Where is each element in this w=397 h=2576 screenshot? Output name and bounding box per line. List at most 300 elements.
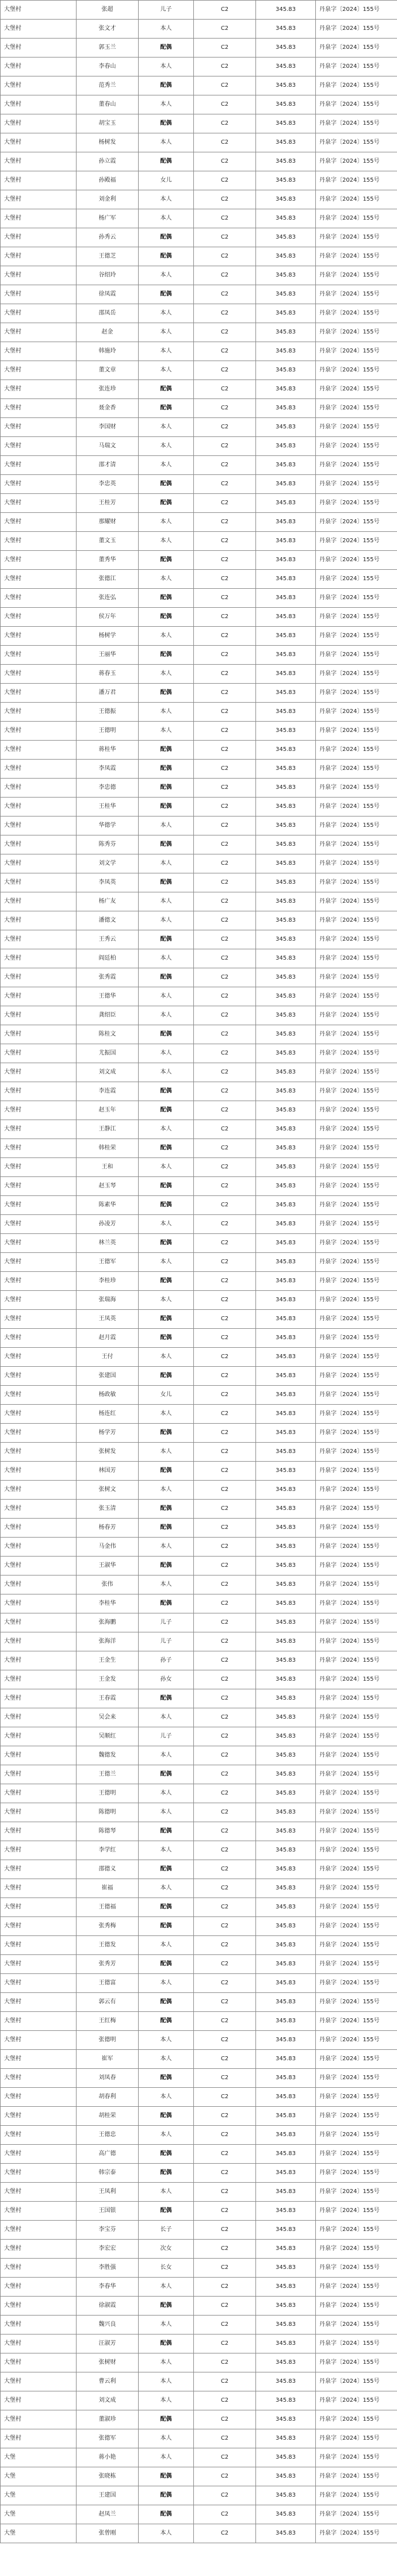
name-cell: 韩施玲 — [77, 342, 139, 361]
name-cell: 王德军 — [77, 1253, 139, 1272]
name-cell: 阎廷柏 — [77, 949, 139, 968]
village-cell: 大堡村 — [1, 133, 77, 152]
table-row — [1, 798, 397, 816]
name-cell: 刘文学 — [77, 854, 139, 873]
category-cell: C2 — [194, 95, 256, 114]
amount-cell: 345.83 — [256, 209, 316, 228]
village-cell: 大堡村 — [1, 854, 77, 873]
category-cell: C2 — [194, 1708, 256, 1727]
name-cell: 张秀霞 — [77, 968, 139, 987]
relation-cell: 本人 — [139, 1879, 194, 1898]
document-number-cell: 丹泉字〔2024〕155号 — [316, 1025, 397, 1044]
category-cell: C2 — [194, 1082, 256, 1101]
table-row — [1, 873, 397, 892]
name-cell: 孙凌芳 — [77, 1215, 139, 1234]
table-row — [1, 1784, 397, 1803]
table-row — [1, 76, 397, 95]
relation-cell: 配偶 — [139, 1025, 194, 1044]
amount-cell: 345.83 — [256, 399, 316, 418]
name-cell: 王金生 — [77, 1651, 139, 1670]
village-cell: 大堡村 — [1, 589, 77, 608]
relation-cell: 配偶 — [139, 285, 194, 304]
relation-cell: 本人 — [139, 2183, 194, 2202]
table-row — [1, 854, 397, 873]
name-cell: 董春山 — [77, 95, 139, 114]
table-row — [1, 171, 397, 190]
document-number-cell: 丹泉字〔2024〕155号 — [316, 1272, 397, 1291]
name-cell: 张海洋 — [77, 1632, 139, 1651]
relation-cell: 本人 — [139, 513, 194, 532]
table-row — [1, 1462, 397, 1481]
document-number-cell: 丹泉字〔2024〕155号 — [316, 190, 397, 209]
relation-cell: 本人 — [139, 1841, 194, 1860]
category-cell: C2 — [194, 608, 256, 627]
name-cell: 曹云利 — [77, 2372, 139, 2391]
relation-cell: 本人 — [139, 627, 194, 646]
relation-cell: 配偶 — [139, 760, 194, 779]
table-row — [1, 2069, 397, 2088]
village-cell: 大堡村 — [1, 1822, 77, 1841]
name-cell: 赵月霞 — [77, 1329, 139, 1348]
relation-cell: 配偶 — [139, 247, 194, 266]
village-cell: 大堡村 — [1, 703, 77, 722]
amount-cell: 345.83 — [256, 2183, 316, 2202]
document-number-cell: 丹泉字〔2024〕155号 — [316, 968, 397, 987]
amount-cell: 345.83 — [256, 1651, 316, 1670]
village-cell: 大堡 — [1, 2486, 77, 2505]
amount-cell: 345.83 — [256, 1594, 316, 1613]
village-cell: 大堡村 — [1, 722, 77, 741]
document-number-cell: 丹泉字〔2024〕155号 — [316, 532, 397, 551]
category-cell: C2 — [194, 532, 256, 551]
village-cell: 大堡村 — [1, 1196, 77, 1215]
relation-cell: 本人 — [139, 133, 194, 152]
table-row — [1, 2297, 397, 2316]
document-number-cell: 丹泉字〔2024〕155号 — [316, 2202, 397, 2221]
relation-cell: 配偶 — [139, 114, 194, 133]
amount-cell: 345.83 — [256, 1557, 316, 1575]
relation-cell: 本人 — [139, 892, 194, 911]
document-number-cell: 丹泉字〔2024〕155号 — [316, 703, 397, 722]
category-cell: C2 — [194, 1177, 256, 1196]
relation-cell: 本人 — [139, 323, 194, 342]
table-row — [1, 437, 397, 456]
relation-cell: 配偶 — [139, 930, 194, 949]
name-cell: 龚绍臣 — [77, 1006, 139, 1025]
village-cell: 大堡村 — [1, 1044, 77, 1063]
category-cell: C2 — [194, 1120, 256, 1139]
name-cell: 那耀财 — [77, 513, 139, 532]
relation-cell: 本人 — [139, 1348, 194, 1367]
table-row — [1, 1575, 397, 1594]
relation-cell: 配偶 — [139, 2012, 194, 2031]
amount-cell: 345.83 — [256, 1765, 316, 1784]
relation-cell: 配偶 — [139, 873, 194, 892]
amount-cell: 345.83 — [256, 627, 316, 646]
relation-cell: 儿子 — [139, 1727, 194, 1746]
document-number-cell: 丹泉字〔2024〕155号 — [316, 2259, 397, 2278]
table-row — [1, 1443, 397, 1462]
name-cell: 吴顺红 — [77, 1727, 139, 1746]
category-cell: C2 — [194, 1727, 256, 1746]
amount-cell: 345.83 — [256, 646, 316, 665]
village-cell: 大堡村 — [1, 1632, 77, 1651]
amount-cell: 345.83 — [256, 1822, 316, 1841]
document-number-cell: 丹泉字〔2024〕155号 — [316, 1196, 397, 1215]
name-cell: 崔军 — [77, 2050, 139, 2069]
relation-cell: 本人 — [139, 209, 194, 228]
relation-cell: 配偶 — [139, 968, 194, 987]
village-cell: 大堡村 — [1, 1651, 77, 1670]
table-row — [1, 1291, 397, 1310]
document-number-cell: 丹泉字〔2024〕155号 — [316, 39, 397, 57]
amount-cell: 345.83 — [256, 20, 316, 39]
category-cell: C2 — [194, 1329, 256, 1348]
village-cell: 大堡村 — [1, 551, 77, 570]
recipient-table-body — [1, 1, 397, 2543]
table-row — [1, 2183, 397, 2202]
category-cell: C2 — [194, 361, 256, 380]
name-cell: 蒋春玉 — [77, 665, 139, 684]
document-number-cell: 丹泉字〔2024〕155号 — [316, 228, 397, 247]
category-cell: C2 — [194, 190, 256, 209]
name-cell: 林国芳 — [77, 1462, 139, 1481]
name-cell: 张伟 — [77, 1575, 139, 1594]
village-cell: 大堡村 — [1, 816, 77, 835]
relation-cell: 配偶 — [139, 2467, 194, 2486]
table-row — [1, 475, 397, 494]
category-cell: C2 — [194, 323, 256, 342]
village-cell: 大堡村 — [1, 2410, 77, 2429]
document-number-cell: 丹泉字〔2024〕155号 — [316, 1575, 397, 1594]
village-cell: 大堡村 — [1, 1993, 77, 2012]
document-number-cell: 丹泉字〔2024〕155号 — [316, 1538, 397, 1557]
amount-cell: 345.83 — [256, 2486, 316, 2505]
name-cell: 刘凤春 — [77, 2069, 139, 2088]
relation-cell: 本人 — [139, 1253, 194, 1272]
relation-cell: 本人 — [139, 1063, 194, 1082]
amount-cell: 345.83 — [256, 190, 316, 209]
village-cell: 大堡村 — [1, 2031, 77, 2050]
document-number-cell: 丹泉字〔2024〕155号 — [316, 1006, 397, 1025]
relation-cell: 本人 — [139, 1974, 194, 1993]
village-cell: 大堡村 — [1, 1519, 77, 1538]
name-cell: 邵德义 — [77, 1860, 139, 1879]
amount-cell: 345.83 — [256, 551, 316, 570]
amount-cell: 345.83 — [256, 1348, 316, 1367]
category-cell: C2 — [194, 684, 256, 703]
table-row — [1, 1177, 397, 1196]
category-cell: C2 — [194, 39, 256, 57]
amount-cell: 345.83 — [256, 39, 316, 57]
relation-cell: 配偶 — [139, 1310, 194, 1329]
table-row — [1, 608, 397, 627]
relation-cell: 配偶 — [139, 399, 194, 418]
relation-cell: 本人 — [139, 2050, 194, 2069]
document-number-cell: 丹泉字〔2024〕155号 — [316, 1708, 397, 1727]
name-cell: 邵凤岳 — [77, 304, 139, 323]
village-cell: 大堡村 — [1, 437, 77, 456]
village-cell: 大堡村 — [1, 2145, 77, 2164]
table-row — [1, 133, 397, 152]
amount-cell: 345.83 — [256, 1936, 316, 1955]
name-cell: 郭玉兰 — [77, 39, 139, 57]
relation-cell: 配偶 — [139, 1500, 194, 1519]
table-row — [1, 1860, 397, 1879]
name-cell: 张德军 — [77, 2429, 139, 2448]
name-cell: 张瑞海 — [77, 1291, 139, 1310]
category-cell: C2 — [194, 646, 256, 665]
village-cell: 大堡村 — [1, 209, 77, 228]
table-row — [1, 835, 397, 854]
relation-cell: 本人 — [139, 456, 194, 475]
category-cell: C2 — [194, 2145, 256, 2164]
village-cell: 大堡村 — [1, 1, 77, 20]
document-number-cell: 丹泉字〔2024〕155号 — [316, 589, 397, 608]
category-cell: C2 — [194, 76, 256, 95]
name-cell: 郭云有 — [77, 1993, 139, 2012]
name-cell: 张连珍 — [77, 380, 139, 399]
amount-cell: 345.83 — [256, 361, 316, 380]
name-cell: 张秀芳 — [77, 1955, 139, 1974]
document-number-cell: 丹泉字〔2024〕155号 — [316, 1993, 397, 2012]
category-cell: C2 — [194, 968, 256, 987]
name-cell: 孙立霞 — [77, 152, 139, 171]
village-cell: 大堡村 — [1, 1917, 77, 1936]
relation-cell: 本人 — [139, 1215, 194, 1234]
category-cell: C2 — [194, 1025, 256, 1044]
category-cell: C2 — [194, 494, 256, 513]
category-cell: C2 — [194, 1974, 256, 1993]
name-cell: 潘德文 — [77, 911, 139, 930]
relation-cell: 配偶 — [139, 2486, 194, 2505]
document-number-cell: 丹泉字〔2024〕155号 — [316, 892, 397, 911]
amount-cell: 345.83 — [256, 1632, 316, 1651]
relation-cell: 配偶 — [139, 684, 194, 703]
relation-cell: 本人 — [139, 816, 194, 835]
category-cell: C2 — [194, 2088, 256, 2107]
relation-cell: 本人 — [139, 1746, 194, 1765]
name-cell: 张树文 — [77, 1481, 139, 1500]
name-cell: 陈素华 — [77, 1196, 139, 1215]
table-row — [1, 1025, 397, 1044]
relation-cell: 本人 — [139, 1405, 194, 1424]
document-number-cell: 丹泉字〔2024〕155号 — [316, 1822, 397, 1841]
amount-cell: 345.83 — [256, 1993, 316, 2012]
relation-cell: 本人 — [139, 1006, 194, 1025]
category-cell: C2 — [194, 2334, 256, 2353]
name-cell: 张树财 — [77, 2353, 139, 2372]
village-cell: 大堡村 — [1, 1386, 77, 1405]
category-cell: C2 — [194, 2316, 256, 2334]
document-number-cell: 丹泉字〔2024〕155号 — [316, 1784, 397, 1803]
category-cell: C2 — [194, 2069, 256, 2088]
amount-cell: 345.83 — [256, 342, 316, 361]
category-cell: C2 — [194, 1006, 256, 1025]
name-cell: 杨学芳 — [77, 1424, 139, 1443]
name-cell: 谷绍玲 — [77, 266, 139, 285]
relation-cell: 配偶 — [139, 1234, 194, 1253]
name-cell: 李宏宏 — [77, 2240, 139, 2259]
category-cell: C2 — [194, 228, 256, 247]
category-cell: C2 — [194, 1651, 256, 1670]
document-number-cell: 丹泉字〔2024〕155号 — [316, 2240, 397, 2259]
category-cell: C2 — [194, 2202, 256, 2221]
relation-cell: 本人 — [139, 2353, 194, 2372]
category-cell: C2 — [194, 266, 256, 285]
village-cell: 大堡村 — [1, 1253, 77, 1272]
table-row — [1, 1234, 397, 1253]
amount-cell: 345.83 — [256, 873, 316, 892]
name-cell: 王德富 — [77, 1974, 139, 1993]
category-cell: C2 — [194, 2448, 256, 2467]
relation-cell: 配偶 — [139, 2069, 194, 2088]
table-row — [1, 1348, 397, 1367]
name-cell: 赵玉琴 — [77, 1177, 139, 1196]
document-number-cell: 丹泉字〔2024〕155号 — [316, 1974, 397, 1993]
name-cell: 刘文成 — [77, 1063, 139, 1082]
table-row — [1, 1196, 397, 1215]
name-cell: 杨春芳 — [77, 1519, 139, 1538]
category-cell: C2 — [194, 2107, 256, 2126]
category-cell: C2 — [194, 2221, 256, 2240]
name-cell: 胡宝玉 — [77, 114, 139, 133]
category-cell: C2 — [194, 1367, 256, 1386]
amount-cell: 345.83 — [256, 247, 316, 266]
document-number-cell: 丹泉字〔2024〕155号 — [316, 1329, 397, 1348]
relation-cell: 本人 — [139, 418, 194, 437]
relation-cell: 配偶 — [139, 1765, 194, 1784]
village-cell: 大堡村 — [1, 2221, 77, 2240]
document-number-cell: 丹泉字〔2024〕155号 — [316, 1803, 397, 1822]
village-cell: 大堡村 — [1, 532, 77, 551]
village-cell: 大堡村 — [1, 1329, 77, 1348]
amount-cell: 345.83 — [256, 779, 316, 798]
category-cell: C2 — [194, 892, 256, 911]
amount-cell: 345.83 — [256, 1367, 316, 1386]
relation-cell: 本人 — [139, 2372, 194, 2391]
name-cell: 王凤利 — [77, 2183, 139, 2202]
category-cell: C2 — [194, 247, 256, 266]
document-number-cell: 丹泉字〔2024〕155号 — [316, 911, 397, 930]
amount-cell: 345.83 — [256, 760, 316, 779]
category-cell: C2 — [194, 1917, 256, 1936]
table-row — [1, 1424, 397, 1443]
relation-cell: 配偶 — [139, 228, 194, 247]
document-number-cell: 丹泉字〔2024〕155号 — [316, 494, 397, 513]
document-number-cell: 丹泉字〔2024〕155号 — [316, 798, 397, 816]
table-row — [1, 2316, 397, 2334]
category-cell: C2 — [194, 152, 256, 171]
category-cell: C2 — [194, 1594, 256, 1613]
table-row — [1, 1120, 397, 1139]
category-cell: C2 — [194, 418, 256, 437]
amount-cell: 345.83 — [256, 1405, 316, 1424]
village-cell: 大堡村 — [1, 1120, 77, 1139]
name-cell: 张超 — [77, 1, 139, 20]
document-number-cell: 丹泉字〔2024〕155号 — [316, 266, 397, 285]
document-number-cell: 丹泉字〔2024〕155号 — [316, 854, 397, 873]
village-cell: 大堡村 — [1, 323, 77, 342]
village-cell: 大堡村 — [1, 1955, 77, 1974]
document-number-cell: 丹泉字〔2024〕155号 — [316, 2372, 397, 2391]
relation-cell: 配偶 — [139, 39, 194, 57]
village-cell: 大堡村 — [1, 1424, 77, 1443]
category-cell: C2 — [194, 1936, 256, 1955]
amount-cell: 345.83 — [256, 1044, 316, 1063]
relation-cell: 孙子 — [139, 1651, 194, 1670]
name-cell: 董文章 — [77, 361, 139, 380]
village-cell: 大堡村 — [1, 190, 77, 209]
relation-cell: 本人 — [139, 532, 194, 551]
table-row — [1, 570, 397, 589]
document-number-cell: 丹泉字〔2024〕155号 — [316, 2353, 397, 2372]
document-number-cell: 丹泉字〔2024〕155号 — [316, 1841, 397, 1860]
amount-cell: 345.83 — [256, 1025, 316, 1044]
category-cell: C2 — [194, 760, 256, 779]
category-cell: C2 — [194, 1670, 256, 1689]
document-number-cell: 丹泉字〔2024〕155号 — [316, 1519, 397, 1538]
name-cell: 董秀华 — [77, 551, 139, 570]
category-cell: C2 — [194, 209, 256, 228]
amount-cell: 345.83 — [256, 2221, 316, 2240]
amount-cell: 345.83 — [256, 892, 316, 911]
relation-cell: 配偶 — [139, 475, 194, 494]
table-row — [1, 1879, 397, 1898]
amount-cell: 345.83 — [256, 494, 316, 513]
table-row — [1, 228, 397, 247]
village-cell: 大堡村 — [1, 1272, 77, 1291]
category-cell: C2 — [194, 20, 256, 39]
category-cell: C2 — [194, 2012, 256, 2031]
table-row — [1, 1898, 397, 1917]
amount-cell: 345.83 — [256, 1879, 316, 1898]
name-cell: 李桂华 — [77, 1594, 139, 1613]
village-cell: 大堡村 — [1, 1177, 77, 1196]
name-cell: 孙殿福 — [77, 171, 139, 190]
relation-cell: 儿子 — [139, 1632, 194, 1651]
village-cell: 大堡村 — [1, 39, 77, 57]
document-number-cell: 丹泉字〔2024〕155号 — [316, 361, 397, 380]
category-cell: C2 — [194, 570, 256, 589]
amount-cell: 345.83 — [256, 2202, 316, 2221]
amount-cell: 345.83 — [256, 171, 316, 190]
village-cell: 大堡村 — [1, 418, 77, 437]
village-cell: 大堡村 — [1, 2107, 77, 2126]
village-cell: 大堡村 — [1, 1367, 77, 1386]
category-cell: C2 — [194, 1784, 256, 1803]
document-number-cell: 丹泉字〔2024〕155号 — [316, 380, 397, 399]
name-cell: 韩桂荣 — [77, 1139, 139, 1158]
village-cell: 大堡村 — [1, 1158, 77, 1177]
category-cell: C2 — [194, 1063, 256, 1082]
table-row — [1, 95, 397, 114]
relation-cell: 配偶 — [139, 380, 194, 399]
relation-cell: 本人 — [139, 190, 194, 209]
amount-cell: 345.83 — [256, 2524, 316, 2543]
amount-cell: 345.83 — [256, 2429, 316, 2448]
table-row — [1, 399, 397, 418]
village-cell: 大堡村 — [1, 627, 77, 646]
amount-cell: 345.83 — [256, 152, 316, 171]
amount-cell: 345.83 — [256, 608, 316, 627]
relation-cell: 本人 — [139, 2031, 194, 2050]
table-row — [1, 1272, 397, 1291]
category-cell: C2 — [194, 2050, 256, 2069]
village-cell: 大堡村 — [1, 1746, 77, 1765]
amount-cell: 345.83 — [256, 2316, 316, 2334]
amount-cell: 345.83 — [256, 835, 316, 854]
